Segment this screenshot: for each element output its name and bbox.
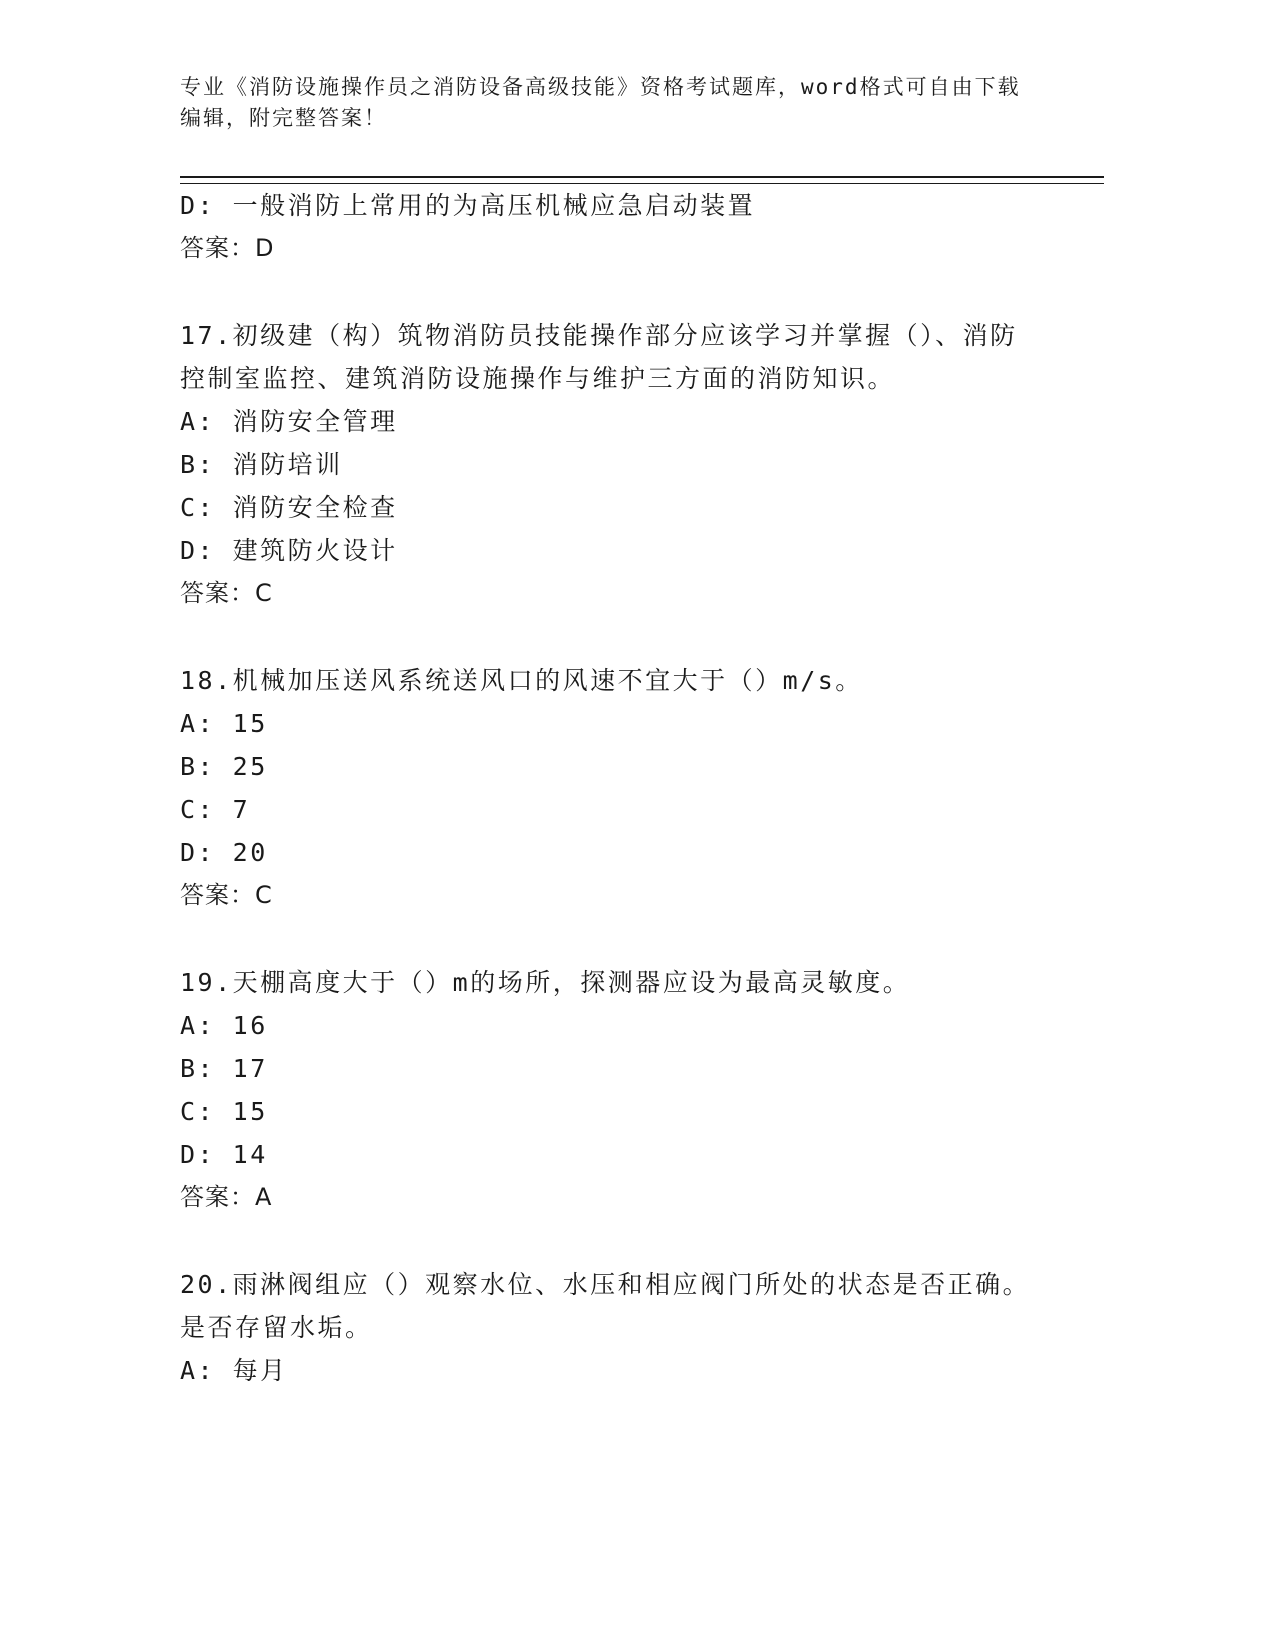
option-c: C: 消防安全检查 [180,493,398,522]
spacer [180,1219,1060,1263]
question-stem: 17.初级建（构）筑物消防员技能操作部分应该学习并掌握（）、消防 [180,321,1018,350]
option-d: D: 20 [180,838,268,867]
page-header: 专业《消防设施操作员之消防设备高级技能》资格考试题库，word格式可自由下载编辑，附完整答案！ [180,75,1021,130]
question-stem-continued: 控制室监控、建筑消防设施操作与维护三方面的消防知识。 [180,364,896,393]
question-18 [180,659,1060,917]
answer: 答案：C [180,881,273,909]
option-a: A: 消防安全管理 [180,407,398,436]
question-stem-continued: 是否存留水垢。 [180,1313,373,1342]
option-d: D: 建筑防火设计 [180,536,398,565]
option-a: A: 15 [180,709,268,738]
option-b: B: 消防培训 [180,450,343,479]
option-a: A: 16 [180,1011,268,1040]
question-stem: 20.雨淋阀组应（）观察水位、水压和相应阀门所处的状态是否正确。 [180,1270,1031,1299]
question-stem: 18.机械加压送风系统送风口的风速不宜大于（）m/s。 [180,666,863,695]
answer: 答案：D [180,234,275,262]
question-19 [180,961,1060,1219]
option-c: C: 15 [180,1097,268,1126]
spacer [180,917,1060,961]
answer: 答案：C [180,579,273,607]
document-body [180,184,1060,1392]
question-17 [180,314,1060,615]
question-20 [180,1263,1060,1392]
spacer [180,615,1060,659]
option-b: B: 25 [180,752,268,781]
header-divider [180,176,1104,184]
spacer [180,270,1060,314]
option-d: D: 一般消防上常用的为高压机械应急启动装置 [180,191,756,220]
option-b: B: 17 [180,1054,268,1083]
option-d: D: 14 [180,1140,268,1169]
answer: 答案：A [180,1183,273,1211]
option-c: C: 7 [180,795,251,824]
option-a: A: 每月 [180,1356,288,1385]
question-stem: 19.天棚高度大于（）m的场所，探测器应设为最高灵敏度。 [180,968,911,997]
